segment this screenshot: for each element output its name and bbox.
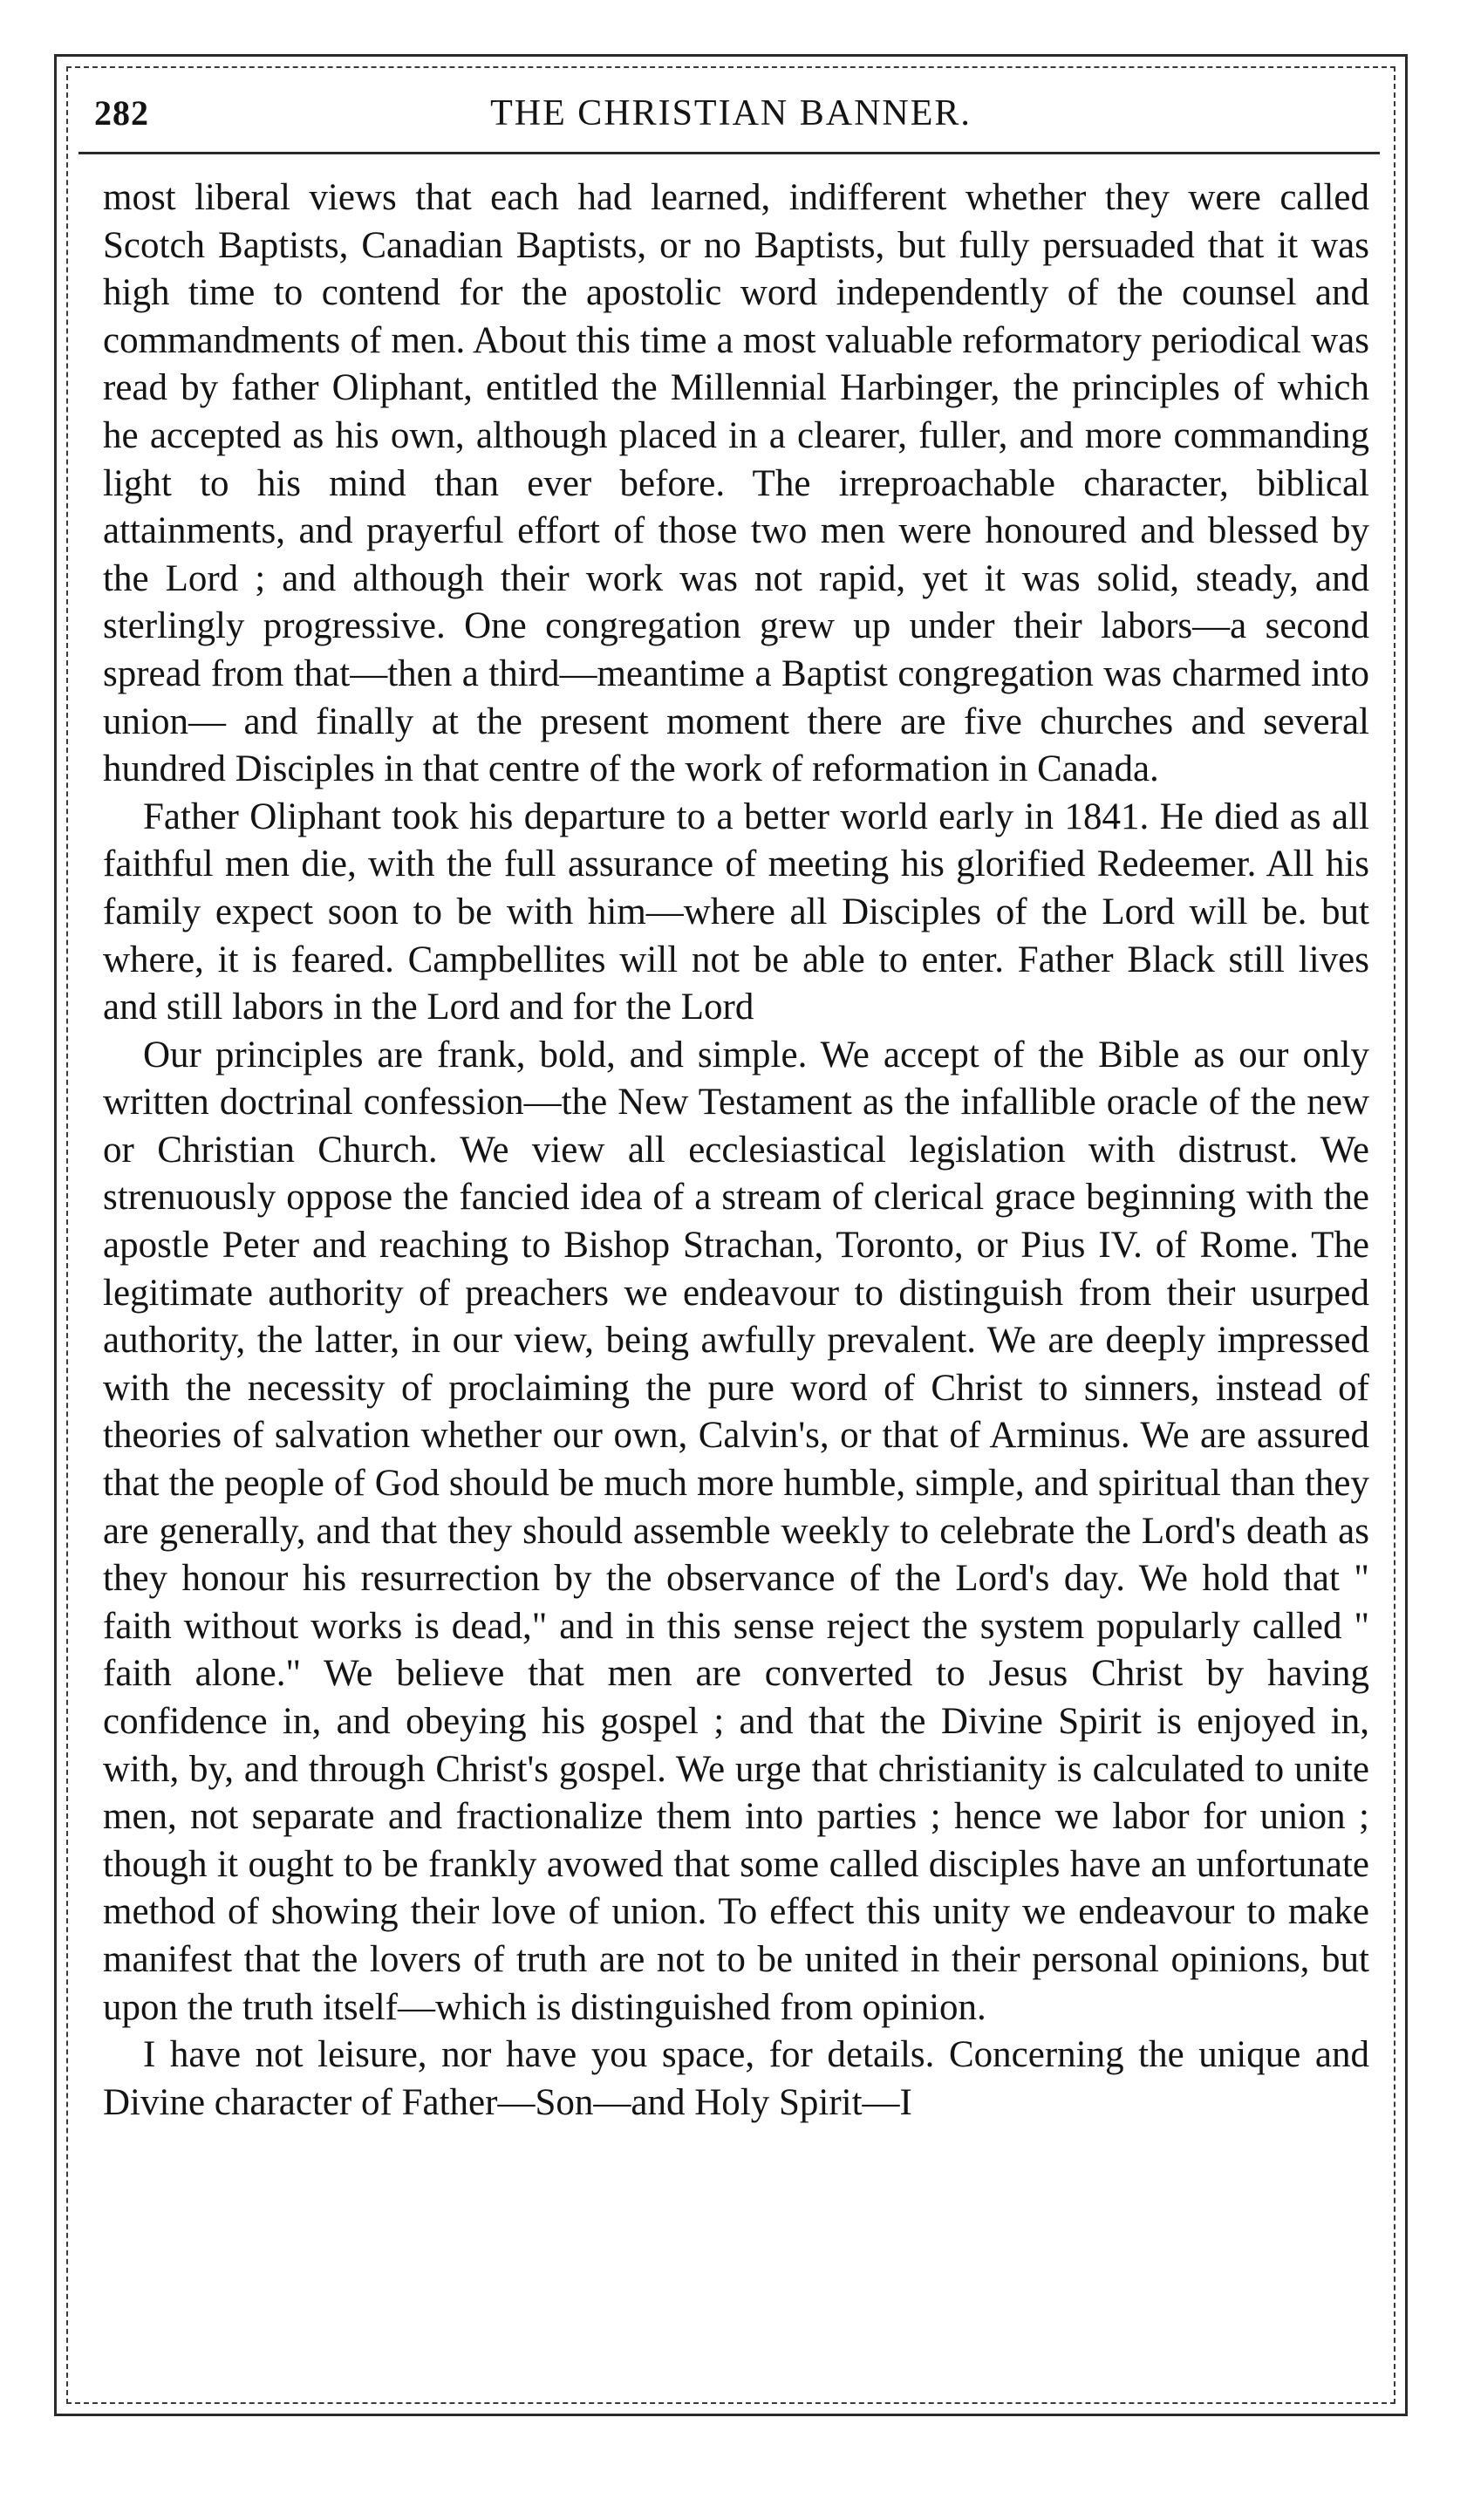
paragraph: Our principles are frank, bold, and simple. We accept of the Bible as our only written doctrinal confession—the New Testament as the infallible oracle of the new or Christian Church. We view all ecclesiastical legislation with distrust. We strenuously oppose the fancied idea of a stream of clerical grace beginning with the apostle Peter and reaching to Bishop Strachan, Toronto, or Pius IV. of Rome. The legitimate authority of preachers we endeavour to distinguish from their usurped authority, the latter, in our view, being awfully prevalent. We are deeply impressed with the necessity of proclaiming the pure word of Christ to sinners, instead of theories of salvation whether our own, Calvin's, or that of Arminus. We are assured that the people of God should be much more humble, simple, and spiritual than they are generally, and that they should assemble weekly to celebrate the Lord's death as they honour his resurrection by the observance of the Lord's day. We hold that " faith without works is dead," and in this sense reject the system popularly called " faith alone." We believe that men are converted to Jesus Christ by having confidence in, and obeying his gospel ; and that the Divine Spirit is enjoyed in, with, by, and through Christ's gospel. We urge that christianity is calculated to unite men, not separate and fractionalize them into parties ; hence we labor for union ; though it ought to be frankly avowed that some called disciples have an unfortunate method of showing their love of union. To effect this unity we endeavour to make manifest that the lovers of truth are not to be united in their personal opinions, but upon the truth itself—which is distinguished from opinion. <box>103 1034 1369 2028</box>
running-title: THE CHRISTIAN BANNER. <box>490 93 972 133</box>
paragraph-continued: most liberal views that each had learned, indifferent whether they were called Scotch Baptists, Canadian Baptists, or no Baptists, but fully persuaded that it was high time to contend for the apostolic word independently of the counsel and commandments of men. About this time a most valuable reformatory periodical was read by father Oliphant, entitled the Millennial Harbinger, the principles of which he accepted as his own, although placed in a clearer, fuller, and more commanding light to his mind than ever before. The irreproachable character, biblical attainments, and prayerful effort of those two men were honoured and blessed by the Lord ; and although their work was not rapid, yet it was solid, steady, and sterlingly progressive. One congregation grew up under their labors—a second spread from that—then a third—meantime a Baptist congregation was charmed into union— and finally at the present moment there are five churches and several hundred Disciples in that centre of the work of reformation in Canada. <box>103 177 1369 790</box>
page-header <box>94 87 1368 148</box>
article-body <box>103 174 1369 2397</box>
paragraph: Father Oliphant took his departure to a better world early in 1841. He died as all faithful men die, with the full assurance of meeting his glorified Redeemer. All his family expect soon to be with him—where all Disciples of the Lord will be. but where, it is feared. Campbellites will not be able to enter. Father Black still lives and still labors in the Lord and for the Lord <box>103 796 1369 1028</box>
paragraph: I have not leisure, nor have you space, for details. Concerning the unique and Divine character of Father—Son—and Holy Spirit—I <box>103 2034 1369 2123</box>
header-rule <box>78 152 1380 154</box>
page-number: 282 <box>94 93 149 133</box>
